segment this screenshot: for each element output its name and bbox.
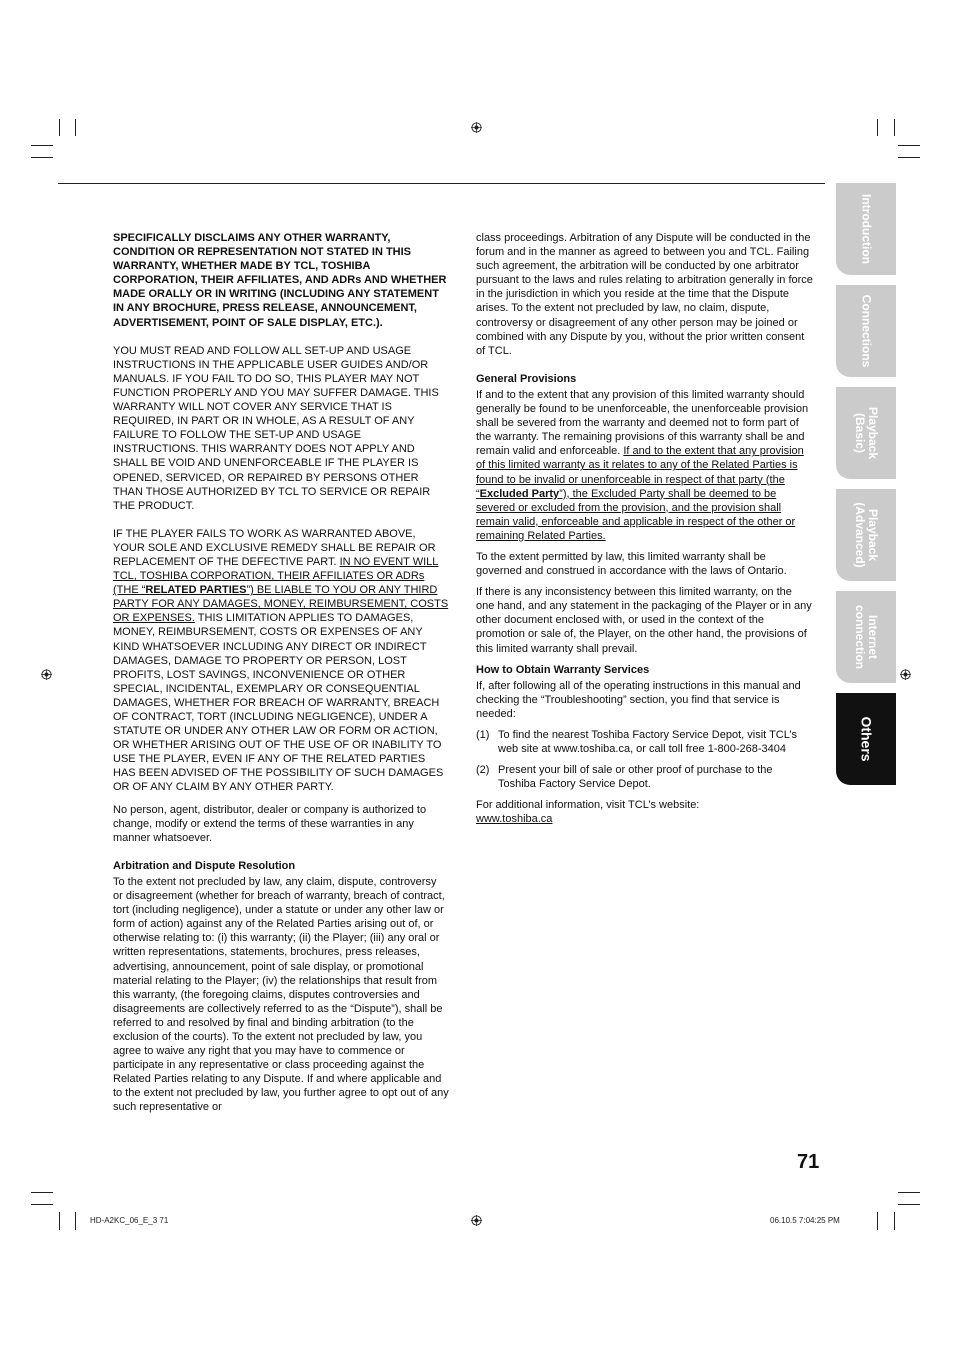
arbitration-paragraph: To the extent not precluded by law, any claim, dispute, controversy or disagreement (whether for breach of warranty, breach of contract, tort (including negligence), under a statute or under any other law or form of action) against any of the Related Parties arising out of, or otherwise relating to: (i) this warranty; (ii) the Player; (iii) any oral or written representations, statements, brochures, press releases, advertising, announcement, point of sale display, or promotional material relating to the Player; (iv) the relationships that result from this warranty, (the foregoing claims, disputes controversies and disagreements are collectively referred to as the “Dispute”), shall be referred to and resolved by final and binding arbitration (to the exclusion of the courts). To the extent not precluded by law, you agree to waive any right that you may have to commence or participate in any representative or class proceeding against the Related Parties relating to any Dispute. If and where applicable and to the extent not precluded by law, you further agree to opt out of any such representative or [113,875,449,1114]
no-person-paragraph: No person, agent, distributor, dealer or company is authorized to change, modify or extend the terms of these warranties in any manner whatsoever. [113,803,427,844]
footer-file-info: HD-A2KC_06_E_3 71 [90,1216,169,1225]
list-item: (2) Present your bill of sale or other proof of purchase to the Toshiba Factory Service Depot. [476,764,773,791]
list-item: (1) To find the nearest Toshiba Factory Service Depot, visit TCL’s web site at www.toshiba.ca, or call toll free 1-800-268-3404 [476,729,797,756]
disclaimer-paragraph: SPECIFICALLY DISCLAIMS ANY OTHER WARRANTY, CONDITION OR REPRESENTATION NOT STATED IN THIS WARRANTY, WHETHER MADE BY TCL, TOSHIBA CORPORATION, THEIR AFFILIATES, AND ADRs AND WHETHER MADE ORALLY OR IN WRITING (INCLUDING ANY STATEMENT IN ANY BROCHURE, PRESS RELEASE, ANNOUNCEMENT, ADVERTISEMENT, POINT OF SALE DISPLAY, ETC.). [113,232,447,329]
tab-internet-connection[interactable]: Internet connection [836,591,896,683]
header-rule [58,183,825,184]
obtain-service-heading: How to Obtain Warranty Services [476,663,650,676]
registration-mark-icon [471,1215,482,1226]
remedy-paragraph: IF THE PLAYER FAILS TO WORK AS WARRANTED ABOVE, YOUR SOLE AND EXCLUSIVE REMEDY SHALL BE REPAIR OR REPLACEMENT OF THE DEFECTIVE PART. IN NO EVENT WILL TCL, TOSHIBA CORPORATION, THEIR AFFILIATES OR ADRs (THE “RELATED PARTIES”) BE LIABLE TO YOU OR ANY THIRD PARTY FOR ANY DAMAGES, MONEY, REIMBURSEMENT, COSTS OR EXPENSES. THIS LIMITATION APPLIES TO DAMAGES, MONEY, REIMBURSEMENT, COSTS OR EXPENSES OF ANY KIND WHATSOEVER INCLUDING ANY DIRECT OR INDIRECT DAMAGES, DAMAGE TO PROPERTY OR PERSON, LOST PROFITS, LOST SAVINGS, INCONVENIENCE OR OTHER SPECIAL, INCIDENTAL, EXEMPLARY OR CONSEQUENTIAL DAMAGES, WHETHER FOR BREACH OF WARRANTY, BREACH OF CONTRACT, TORT (INCLUDING NEGLIGENCE), UNDER A STATUTE OR UNDER ANY OTHER LAW OR FORM OR ACTION, OR WHETHER ARISING OUT OF THE USE OF OR INABILITY TO USE THE PLAYER, EVEN IF ANY OF THE RELATED PARTIES HAS BEEN ADVISED OF THE POSSIBILITY OF SUCH DAMAGES OR OF ANY CLAIM BY ANY OTHER PARTY. [113,527,449,794]
registration-mark-icon [900,669,911,680]
obtain-service-paragraph: If, after following all of the operating instructions in this manual and checking the “Troubleshooting” section, you find that service is needed: [476,679,801,720]
footer-timestamp: 06.10.5 7:04:25 PM [770,1216,840,1225]
general-provisions-paragraph: If and to the extent that any provision of this limited warranty should generally be found to be unenforceable, the unenforceable provision shall be severed from the warranty and deemed not to form part of the warranty. The remaining provisions of this warranty shall be and remain valid and enforceable. If and to the extent that any provision of this limited warranty as it relates to any of the Related Parties is found to be invalid or unenforceable in respect of that party (the “Excluded Party”), the Excluded Party shall be deemed to be severed or excluded from the provision, and the provision shall remain valid, enforceable and applicable in respect of the other or remaining Related Parties. [476,388,809,542]
arbitration-heading: Arbitration and Dispute Resolution [113,859,296,872]
page-number: 71 [797,1151,820,1173]
website-link[interactable]: www.toshiba.ca [476,813,553,826]
tab-playback-basic[interactable]: Playback (Basic) [836,387,896,479]
tab-connections[interactable]: Connections [836,285,896,377]
registration-mark-icon [41,669,52,680]
additional-info-text: For additional information, visit TCL’s website: [476,799,700,812]
inconsistency-paragraph: If there is any inconsistency between this limited warranty, on the one hand, and any statement in the packaging of the Player or in any other document enclosed with, or used in the context of the promotion or sale of, the Player, on the other hand, the provisions of this limited warranty shall prevail. [476,586,812,655]
tab-playback-advanced[interactable]: Playback (Advanced) [836,489,896,581]
general-provisions-heading: General Provisions [476,372,577,385]
governing-law-paragraph: To the extent permitted by law, this limited warranty shall be governed and construed in accordance with the laws of Ontario. [476,550,787,578]
setup-paragraph: YOU MUST READ AND FOLLOW ALL SET-UP AND USAGE INSTRUCTIONS IN THE APPLICABLE USER GUIDES AND/OR MANUALS. IF YOU FAIL TO DO SO, THIS PLAYER MAY NOT FUNCTION PROPERLY AND YOU MAY SUFFER DAMAGE. THIS WARRANTY WILL NOT COVER ANY SERVICE THAT IS REQUIRED, IN PART OR IN WHOLE, AS A RESULT OF ANY FAILURE TO FOLLOW THE SET-UP AND USAGE INSTRUCTIONS. THIS WARRANTY DOES NOT APPLY AND SHALL BE VOID AND UNENFORCEABLE IF THE PLAYER IS OPENED, SERVICED, OR REPAIRED BY PERSONS OTHER THAN THOSE AUTHORIZED BY TCL TO SERVICE OR REPAIR THE PRODUCT. [113,344,439,512]
tab-others[interactable]: Others [836,693,896,785]
tab-introduction[interactable]: Introduction [836,183,896,275]
right-column [476,231,813,827]
class-proceedings-paragraph: class proceedings. Arbitration of any Dispute will be conducted in the forum and in the manner as agreed to between you and TCL. Failing such agreement, the arbitration will be conducted by one arbitrator pursuant to the laws and rules relating to arbitration generally in force in the jurisdiction in which you reside at the time that the Dispute arises. To the extent not precluded by law, no claim, dispute, controversy or disagreement of any other person may be joined or combined with any Dispute by you, without the prior written consent of TCL. [476,232,813,357]
registration-mark-icon [471,122,482,133]
left-column [113,231,449,1129]
